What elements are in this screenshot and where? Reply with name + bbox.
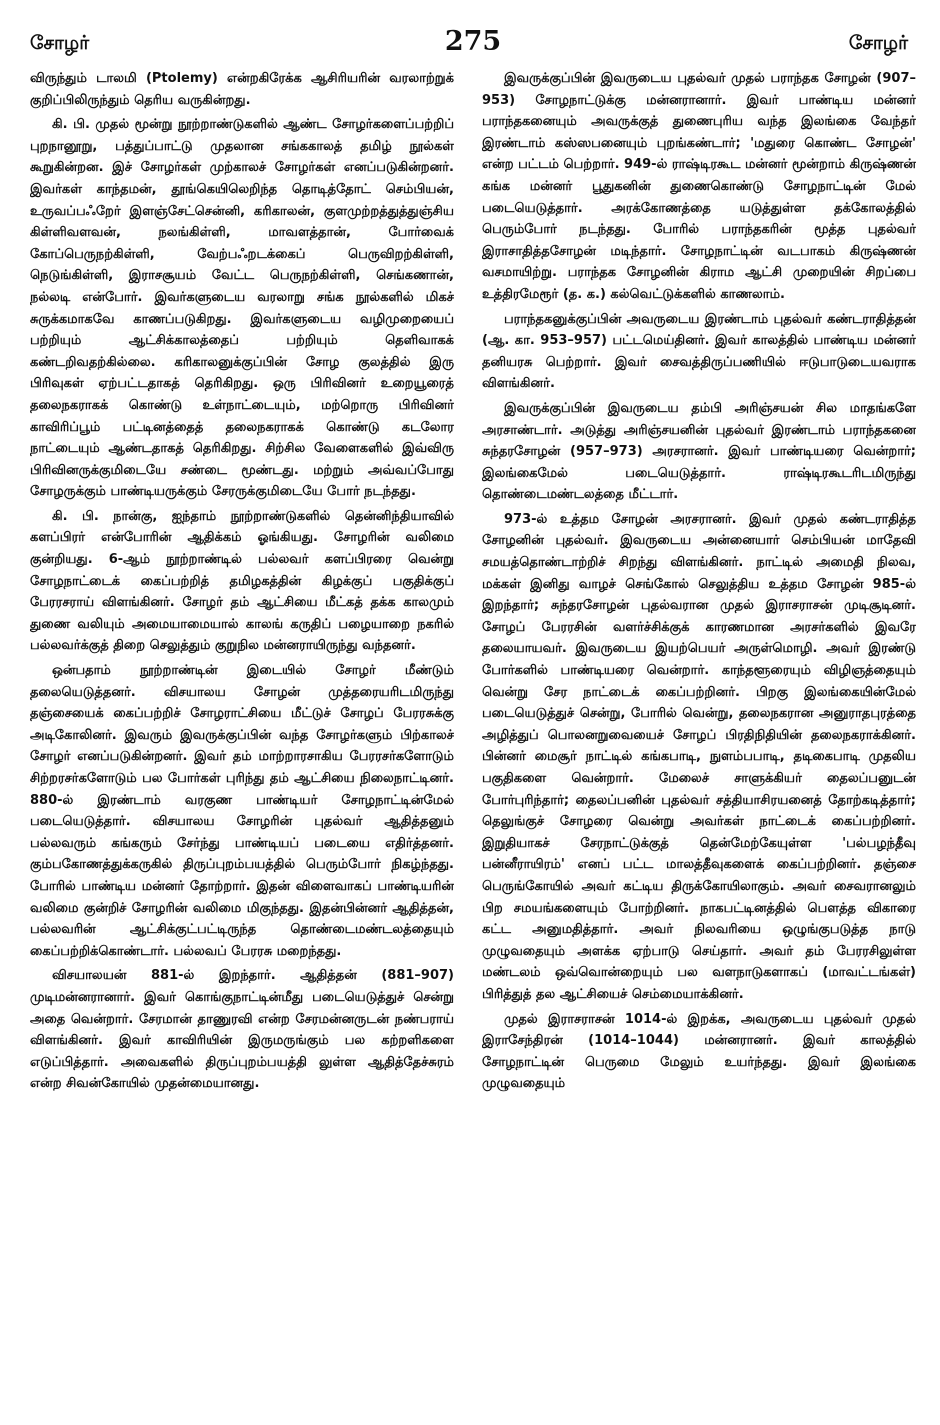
paragraph: பராந்தகனுக்குப்பின் அவருடைய இரண்டாம் புதல்வர் கண்டராதித்தன் (ஆ. கா. 953–957) பட்டமெய்தினர். இவர் காலத்தில் பாண்டிய மன்னர் தனியரசு பெற்றார். இவர் சைவத்திருப்பணியில் ஈடுபாடுடையவராக விளங்கினர். <box>482 311 916 392</box>
right-column <box>482 68 916 1098</box>
paragraph: இவருக்குப்பின் இவருடைய தம்பி அரிஞ்சயன் சில மாதங்களே அரசாண்டார். அடுத்து அரிஞ்சயனின் புதல்வர் இரண்டாம் பராந்தகனை சுந்தரசோழன் (957–973) அரசரானர். இவர் பாண்டியரை வென்றார்; இலங்கைமேல் படையெடுத்தார். ராஷ்டிரகூடரிடமிருந்து தொண்டைமண்டலத்தை மீட்டார். <box>482 400 916 503</box>
running-head-left: சோழர் <box>30 32 90 54</box>
left-column <box>30 68 454 1098</box>
paragraph: இவருக்குப்பின் இவருடைய புதல்வர் முதல் பராந்தக சோழன் (907–953) சோழநாட்டுக்கு மன்னரானார். இவர் பாண்டிய மன்னர் பராந்தகனையும் அவருக்குத் துணைபுரிய வந்த இலங்கை வேந்தர் இரண்டாம் கஸ்ஸபனையும் புறங்கண்டார்; 'மதுரை கொண்ட சோழன்' என்ற பட்டம் பெற்றார். 949-ல் ராஷ்டிரகூட மன்னர் மூன்றாம் கிருஷ்ணன் கங்க மன்னர் பூதுகனின் துணைகொண்டு சோழநாட்டின் மேல் படையெடுத்தார். அரக்கோணத்தை யடுத்துள்ள தக்கோலத்தில் பெரும்போர் நடந்தது. போரில் பராந்தகரின் மூத்த புதல்வர் இராசாதித்தசோழன் மடிந்தார். சோழநாட்டின் வடபாகம் கிருஷ்ணன் வசமாயிற்று. பராந்தக சோழனின் கிராம ஆட்சி முறையின் சிறப்பை உத்திரமேரூர் (த. க.) கல்வெட்டுக்களில் காணலாம். <box>482 71 916 302</box>
paragraph: விசயாலயன் 881-ல் இறந்தார். ஆதித்தன் (881–907) முடிமன்னரானார். இவர் கொங்குநாட்டின்மீது படையெடுத்துச் சென்று அதை வென்றார். சேரமான் தாணுரவி என்ற சேரமன்னருடன் நண்பராய் விளங்கினர். இவர் காவிரியின் இருமருங்கும் பல கற்றளிகளை எடுப்பித்தார். அவைகளில் திருப்புறம்பயத்தி லுள்ள ஆதித்தேச்சுரம் என்ற சிவன்கோயில் முதன்மையானது. <box>30 968 454 1092</box>
page-number: 275 <box>444 26 502 57</box>
paragraph: கி. பி. நான்கு, ஐந்தாம் நூற்றாண்டுகளில் தென்னிந்தியாவில் களப்பிரர் என்போரின் ஆதிக்கம் ஓங்கியது. சோழரின் வலிமை குன்றியது. 6-ஆம் நூற்றாண்டில் பல்லவர் களப்பிரரை வென்று சோழநாட்டைக் கைப்பற்றித் தமிழகத்தின் கிழக்குப் பகுதிக்குப் பேரரசராய் விளங்கினர். சோழர் தம் ஆட்சியை மீட்கத் தக்க காலமும் துணை வலியும் அமையாமையால் காலங் கருதிப் பழையாறை நகரில் பல்லவர்க்குத் திறை செலுத்தும் குறுநில மன்னராயிருந்து வந்தனர். <box>30 508 454 654</box>
text-columns <box>30 68 916 1098</box>
paragraph: ஒன்பதாம் நூற்றாண்டின் இடையில் சோழர் மீண்டும் தலையெடுத்தனர். விசயாலய சோழன் முத்தரையரிடமிருந்து தஞ்சையைக் கைப்பற்றிச் சோழராட்சியை மீட்டுச் சோழப் பேரரசுக்கு அடிகோலினர். இவரும் இவருக்குப்பின் வந்த சோழர்களும் பிற்காலச் சோழர் எனப்படுகின்றனர். இவர் தம் மாற்றாரசாகிய பேரரசர்களோடும் சிற்றரசர்களோடும் பல போர்கள் புரிந்து தம் ஆட்சியை நிலைநாட்டினர். 880-ல் இரண்டாம் வரகுண பாண்டியர் சோழநாட்டின்மேல் படையெடுத்தார். விசயாலய சோழரின் புதல்வர் ஆதித்தனும் பல்லவரும் கங்கரும் சேர்ந்து பாண்டியப் படையை எதிர்த்தனர். கும்பகோணத்துக்கருகில் திருப்புறம்பயத்தில் பெரும்போர் நிகழ்ந்தது. போரில் பாண்டிய மன்னர் தோற்றார். இதன் விளைவாகப் பாண்டியரின் வலிமை குன்றிச் சோழரின் வலிமை மிகுந்தது. இதன்பின்னர் ஆதித்தன், பல்லவரின் ஆட்சிக்குட்பட்டிருந்த தொண்டைமண்டலத்தையும் கைப்பற்றிக்கொண்டார். பல்லவப் பேரரசு மறைந்தது. <box>30 663 454 959</box>
running-head-right: சோழர் <box>848 32 908 54</box>
paragraph: முதல் இராசராசன் 1014-ல் இறக்க, அவருடைய புதல்வர் முதல் இராசேந்திரன் (1014–1044) மன்னரானர். இவர் காலத்தில் சோழநாட்டின் பெருமை மேலும் உயர்ந்தது. இவர் இலங்கை முழுவதையும் <box>482 1011 916 1092</box>
paragraph: 973-ல் உத்தம சோழன் அரசரானர். இவர் முதல் கண்டராதித்த சோழனின் புதல்வர். இவருடைய அன்னையார் செம்பியன் மாதேவி சமயத்தொண்டாற்றிச் சிறந்து விளங்கினர். நாட்டில் அமைதி நிலவ, மக்கள் இனிது வாழச் செங்கோல் செலுத்திய உத்தம சோழன் 985-ல் இறந்தார்; சுந்தரசோழன் புதல்வரான முதல் இராசராசன் முடிசூடினர். சோழப் பேரரசின் வளர்ச்சிக்குக் காரணமான அரசர்களில் இவரே தலையாயவர். இவருடைய இயற்பெயர் அருள்மொழி. அவர் இரண்டு போர்களில் பாண்டியரை வென்றார். காந்தளூரையும் விழிஞத்தையும் வென்று சேர நாட்டைக் கைப்பற்றினர். பிறகு இலங்கையின்மேல் படையெடுத்துச் சென்று, போரில் வென்று, தலைநகரான அனுராதபுரத்தை அழித்துப் பொலனறுவையைச் சோழப் பிரதிநிதியின் தலைநகராக்கினர். பின்னர் மைசூர் நாட்டில் கங்கபாடி, நுளம்பபாடி, தடிகைபாடி முதலிய பகுதிகளை வென்றார். மேலைச் சாளுக்கியர் தைலப்பனுடன் போர்புரிந்தார்; தைலப்பனின் புதல்வர் சத்தியாசிரயனைத் தோற்கடித்தார்; தெலுங்குச் சோழரை வென்று அவர்கள் நாட்டைக் கைப்பற்றினர். இறுதியாகச் சேரநாட்டுக்குத் தென்மேற்கேயுள்ள 'பல்பழந்தீவு பன்னீராயிரம்' எனப் பட்ட மாலத்தீவுகளைக் கைப்பற்றினர். தஞ்சை பெருங்கோயில் அவர் கட்டிய திருக்கோயிலாகும். அவர் சைவரானலும் பிற சமயங்களையும் போற்றினர். நாகபட்டினத்தில் பௌத்த விகாரை கட்ட அனுமதித்தார். அவர் நிலவரியை ஒழுங்குபடுத்த நாடு முழுவதையும் அளக்க ஏற்பாடு செய்தார். அவர் தம் பேரரசிலுள்ள மண்டலம் ஒவ்வொன்றையும் பல வளநாடுகளாகப் (மாவட்டங்கள்) பிரித்துத் தல ஆட்சியைச் செம்மையாக்கினர். <box>482 511 916 1002</box>
paragraph: விருந்தும் டாலமி (Ptolemy) என்றகிரேக்க ஆசிரியரின் வரலாற்றுக் குறிப்பிலிருந்தும் தெரிய வருகின்றது. <box>30 71 454 108</box>
paragraph: கி. பி. முதல் மூன்று நூற்றாண்டுகளில் ஆண்ட சோழர்களைப்பற்றிப் புறநானூறு, பத்துப்பாட்டு முதலான சங்ககாலத் தமிழ் நூல்கள் கூறுகின்றன. இச் சோழர்கள் முற்காலச் சோழர்கள் எனப்படுகின்றனர். இவர்கள் காந்தமன், தூங்கெயிலெறிந்த தொடித்தோட் செம்பியன், உருவப்பஃறேர் இளஞ்சேட்சென்னி, கரிகாலன், குளமுற்றத்துத்துஞ்சிய கிள்ளிவளவன், நலங்கிள்ளி, மாவளத்தான், போர்வைக் கோப்பெருநற்கிள்ளி, வேற்பஃறடக்கைப் பெருவிறற்கிள்ளி, நெடுங்கிள்ளி, இராசசூயம் வேட்ட பெருநற்கிள்ளி, செங்கணான், நல்லடி என்போர். இவர்களுடைய வரலாறு சங்க நூல்களில் மிகச் சுருக்கமாகவே காணப்படுகிறது. இவர்களுடைய வழிமுறையைப் பற்றியும் ஆட்சிக்காலத்தைப் பற்றியும் தெளிவாகக் கண்டறிவதற்கில்லை. கரிகாலனுக்குப்பின் சோழ குலத்தில் இரு பிரிவுகள் ஏற்பட்டதாகத் தெரிகிறது. ஒரு பிரிவினர் உறையூரைத் தலைநகராகக் கொண்டு உள்நாட்டையும், மற்றொரு பிரிவினர் காவிரிப்பூம் பட்டினத்தைத் தலைநகராகக் கொண்டு கடலோர நாட்டையும் ஆண்டதாகத் தெரிகிறது. சிற்சில வேளைகளில் இவ்விரு பிரிவினருக்குமிடையே சண்டை மூண்டது. மற்றும் அவ்வப்போது சோழருக்கும் பாண்டியருக்கும் சேரருக்குமிடையே போர் நடந்தது. <box>30 117 454 500</box>
page-header <box>30 26 916 64</box>
